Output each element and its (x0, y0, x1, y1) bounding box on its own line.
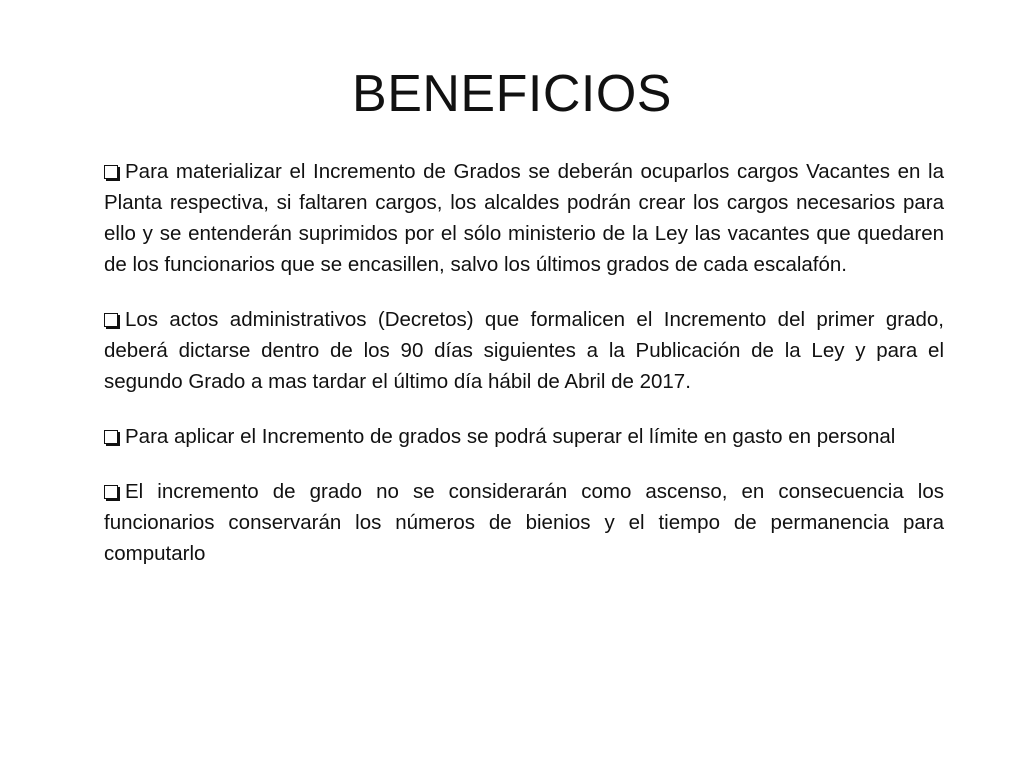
bullet-item-actos-administrativos (104, 304, 944, 397)
bullet-text: Para materializar el Incremento de Grados se deberán ocuparlos cargos Vacantes en la Planta respectiva, si faltaren cargos, los alcaldes podrán crear los cargos necesarios para ello y se entenderán suprimidos por el sólo ministerio de la Ley las vacantes que quedaren de los funcionarios que se encasillen, salvo los últimos grados de cada escalafón. (104, 160, 944, 276)
checkbox-bullet-icon (104, 313, 118, 327)
bullet-text: El incremento de grado no se considerarán como ascenso, en consecuencia los funcionarios conservarán los números de bienios y el tiempo de permanencia para computarlo (104, 480, 944, 565)
bullet-text: Para aplicar el Incremento de grados se podrá superar el límite en gasto en personal (125, 425, 896, 448)
bullet-list (104, 156, 944, 593)
bullet-text: Los actos administrativos (Decretos) que formalicen el Incremento del primer grado, deberá dictarse dentro de los 90 días siguientes a la Publicación de la Ley y para el segundo Grado a mas tardar el último día hábil de Abril de 2017. (104, 308, 944, 393)
checkbox-bullet-icon (104, 485, 118, 499)
bullet-item-incremento-grados (104, 156, 944, 280)
bullet-item-limite-gasto (104, 421, 944, 452)
checkbox-bullet-icon (104, 165, 118, 179)
checkbox-bullet-icon (104, 430, 118, 444)
slide-title: BENEFICIOS (352, 65, 672, 123)
bullet-item-ascenso (104, 476, 944, 569)
